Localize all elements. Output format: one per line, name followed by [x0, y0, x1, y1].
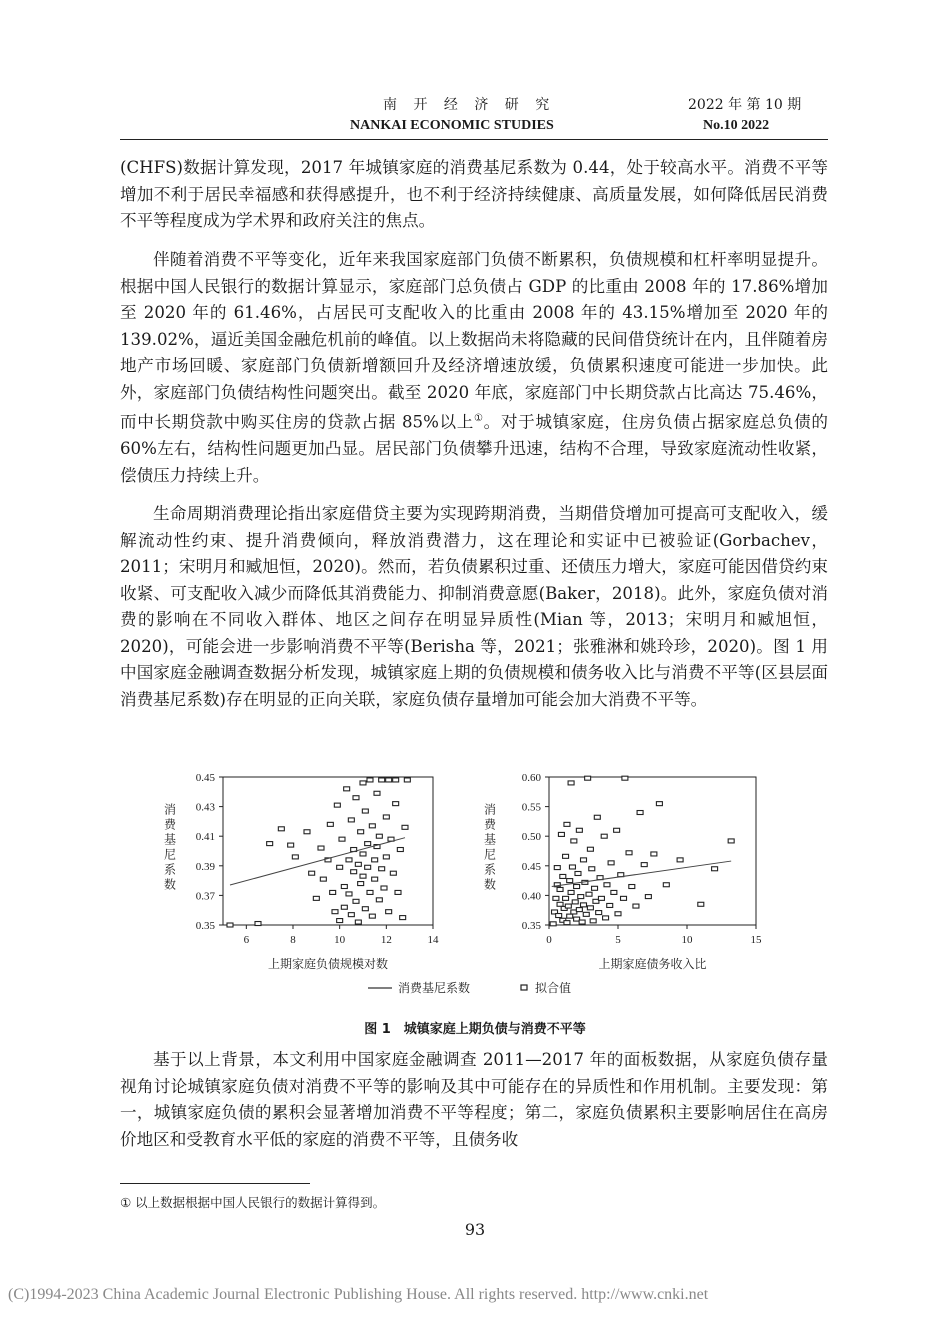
data-point	[374, 791, 380, 795]
footnote: ① 以上数据根据中国人民银行的数据计算得到。	[120, 1195, 386, 1210]
data-point	[569, 865, 575, 869]
paragraph-2-text-b: 。对于城镇家庭，住房负债占据家庭总负债的 60%左右，结构性问题更加凸显。居民部门负债攀升迅速，结构不合理，导致家庭流动性收紧，偿债压力持续上升。	[120, 412, 828, 485]
x-tick-label: 10	[681, 934, 693, 946]
data-point	[592, 886, 598, 890]
data-point	[728, 839, 734, 843]
chart-left	[164, 772, 439, 971]
data-point	[330, 890, 336, 894]
data-point	[227, 923, 233, 927]
data-point	[581, 858, 587, 862]
running-header-journal-cn: 南 开 经 济 研 究	[383, 97, 556, 113]
data-point	[645, 895, 651, 899]
data-point	[586, 892, 592, 896]
data-point	[393, 778, 399, 782]
page-number: 93	[464, 1220, 486, 1239]
data-point	[346, 858, 352, 862]
data-point	[637, 811, 643, 815]
y-axis-label-char: 尼	[163, 847, 177, 862]
data-point	[581, 903, 587, 907]
legend-marker-label: 拟合值	[535, 981, 572, 995]
data-point	[334, 803, 340, 807]
data-point	[355, 920, 361, 924]
data-point	[397, 848, 403, 852]
x-axis-label: 上期家庭负债规模对数	[267, 957, 389, 971]
data-point	[288, 843, 294, 847]
y-tick-label: 0.35	[521, 920, 541, 932]
data-point	[355, 862, 361, 866]
running-header-issue-en: No.10 2022	[703, 118, 770, 133]
data-point	[351, 870, 357, 874]
data-point	[587, 847, 593, 851]
y-axis-label-char: 系	[163, 862, 177, 877]
x-tick-label: 8	[290, 934, 296, 946]
data-point	[565, 904, 571, 908]
data-point	[365, 842, 371, 846]
data-point	[383, 855, 389, 859]
legend-marker-swatch	[521, 985, 527, 990]
header-rule	[120, 139, 828, 140]
data-point	[367, 890, 373, 894]
data-point	[376, 834, 382, 838]
y-axis-label-char: 费	[163, 817, 177, 832]
data-point	[622, 776, 628, 780]
data-point	[576, 908, 582, 912]
paragraph-4: 基于以上背景，本文利用中国家庭金融调查 2011—2017 年的面板数据，从家庭负债存量视角讨论城镇家庭负债对消费不平等的影响及其中可能存在的异质性和作用机制。主要发现：第一，城镇家庭负债的累积会显著增加消费不平等程度；第二，家庭负债累积主要影响居住在高房价地区和受教育水平低的家庭的消费不平等，且债务收	[120, 1050, 828, 1149]
data-point	[386, 910, 392, 914]
running-header-issue-cn: 2022 年 第 10 期	[688, 97, 802, 113]
data-point	[560, 874, 566, 878]
y-tick-label: 0.50	[521, 831, 541, 844]
data-point	[353, 899, 359, 903]
x-tick-label: 15	[750, 934, 762, 946]
x-tick-label: 10	[334, 934, 346, 946]
data-point	[327, 822, 333, 826]
data-point	[358, 830, 364, 834]
data-point	[278, 827, 284, 831]
data-point	[641, 863, 647, 867]
figure-1-svg	[160, 760, 780, 1000]
data-point	[557, 887, 563, 891]
data-point	[598, 896, 604, 900]
data-point	[313, 896, 319, 900]
data-point	[360, 781, 366, 785]
y-tick-label: 0.55	[521, 801, 541, 814]
data-point	[556, 914, 562, 918]
data-point	[404, 778, 410, 782]
data-point	[604, 883, 610, 887]
data-point	[362, 809, 368, 813]
data-point	[379, 867, 385, 871]
data-point	[564, 921, 570, 925]
y-tick-label: 0.43	[195, 801, 215, 814]
data-point	[578, 895, 584, 899]
data-point	[633, 904, 639, 908]
y-tick-label: 0.45	[195, 772, 215, 784]
paragraph-3: 生命周期消费理论指出家庭借贷主要为实现跨期消费，当期借贷增加可提高可支配收入，缓解流动性约束、提升消费倾向，释放消费潜力，这在理论和实证中已被验证(Gorbachev，2011；宋明月和臧旭恒，2020)。然而，若负债累积过重、还债压力增大，家庭可能因借贷约束收紧、可支配收入减少而降低其消费能力、抑制消费意愿(Baker，2018)。此外，家庭负债对消费的影响在不同收入群体、地区之间存在明显异质性(Mian 等，2013；宋明月和臧旭恒，2020)，可能会进一步影响消费不平等(Berisha 等，2021；张雅淋和姚玲珍，2020)。图 1 用中国家庭金融调查数据分析发现，城镇家庭上期的负债规模和债务收入比与消费不平等(区县层面消费基尼系数)存在明显的正向关联，家庭负债存量增加可能会加大消费不平等。	[120, 504, 828, 709]
data-point	[553, 896, 559, 900]
data-point	[379, 778, 385, 782]
data-point	[651, 852, 657, 856]
paragraph-2	[120, 247, 828, 489]
data-point	[590, 919, 596, 923]
figure-1	[160, 760, 780, 1000]
chart-right	[484, 772, 762, 971]
y-axis-label-char: 基	[483, 832, 497, 847]
y-axis-label-char: 尼	[483, 847, 497, 862]
data-point	[369, 914, 375, 918]
copyright-notice: (C)1994-2023 China Academic Journal Electronic Publishing House. All rights reserved. http://www.cnki.net	[8, 1286, 709, 1303]
y-axis-label-char: 消	[163, 802, 177, 817]
y-tick-label: 0.45	[521, 860, 541, 873]
y-tick-label: 0.60	[521, 772, 541, 784]
data-point	[332, 910, 338, 914]
data-point	[698, 902, 704, 906]
data-point	[608, 861, 614, 865]
data-point	[557, 902, 563, 906]
data-point	[320, 877, 326, 881]
data-point	[585, 776, 591, 780]
data-point	[567, 879, 573, 883]
paragraph-1: (CHFS)数据计算发现，2017 年城镇家庭的消费基尼系数为 0.44，处于较高水平。消费不平等增加不利于居民幸福感和获得感提升，也不利于经济持续健康、高质量发展，如何降低居民消费不平等程度成为学术界和政府关注的焦点。	[120, 158, 828, 230]
data-point	[596, 911, 602, 915]
data-point	[360, 874, 366, 878]
data-point	[563, 854, 569, 858]
data-point	[574, 885, 580, 889]
data-point	[614, 828, 620, 832]
data-point	[365, 865, 371, 869]
y-tick-label: 0.35	[195, 920, 215, 932]
x-tick-label: 14	[427, 934, 439, 946]
y-axis-label-char: 消	[483, 802, 497, 817]
data-point	[611, 890, 617, 894]
y-axis-label-char: 数	[163, 877, 177, 892]
data-point	[393, 802, 399, 806]
data-point	[400, 916, 406, 920]
y-axis-label-char: 数	[483, 877, 497, 892]
paragraph-2-text-a: 伴随着消费不平等变化，近年来我国家庭部门负债不断累积，负债规模和杠杆率明显提升。根据中国人民银行的数据计算显示，家庭部门总负债占 GDP 的比重由 2008 年的 17.86%增加至 2020 年的 61.46%，占居民可支配收入的比重由 2008 年的 43.15%增加至 2020 年的 139.02%，逼近美国金融危机前的峰值。以上数据尚未将隐藏的民间借贷统计在内，且伴随着房地产市场回暖、家庭部门负债新增额回升及经济增速放缓，负债累积速度可能进一步加快。此外，家庭部门负债结构性问题突出。截至 2020 年底，家庭部门中长期贷款占比高达 75.46%，而中长期贷款中购买住房的贷款占据 85%以上	[120, 250, 828, 432]
data-point	[677, 858, 683, 862]
data-point	[607, 903, 613, 907]
data-point	[402, 825, 408, 829]
data-point	[575, 871, 581, 875]
data-point	[629, 885, 635, 889]
legend-line-label: 消费基尼系数	[398, 981, 471, 995]
y-axis-label-char: 费	[483, 817, 497, 832]
data-point	[255, 922, 261, 926]
data-point	[579, 920, 585, 924]
data-point	[339, 837, 345, 841]
x-axis-label: 上期家庭债务收入比	[598, 957, 707, 971]
data-point	[346, 892, 352, 896]
fit-line	[230, 838, 405, 885]
data-point	[360, 852, 366, 856]
data-point	[390, 871, 396, 875]
data-point	[292, 855, 298, 859]
data-point	[344, 787, 350, 791]
x-tick-label: 12	[380, 934, 392, 946]
x-tick-label: 5	[615, 934, 621, 946]
data-point	[386, 778, 392, 782]
y-tick-label: 0.40	[521, 890, 541, 903]
data-point	[621, 896, 627, 900]
data-point	[309, 871, 315, 875]
data-point	[568, 890, 574, 894]
footnote-rule	[120, 1183, 310, 1184]
data-point	[372, 858, 378, 862]
x-tick-label: 6	[243, 934, 250, 946]
data-point	[564, 822, 570, 826]
data-point	[558, 832, 564, 836]
data-point	[554, 866, 560, 870]
data-point	[568, 781, 574, 785]
data-point	[381, 886, 387, 890]
data-point	[572, 900, 578, 904]
data-point	[337, 865, 343, 869]
data-point	[348, 818, 354, 822]
y-tick-label: 0.39	[195, 860, 215, 873]
figure-caption: 图 1 城镇家庭上期负债与消费不平等	[364, 1022, 586, 1037]
data-point	[571, 839, 577, 843]
data-point	[267, 842, 273, 846]
data-point	[626, 851, 632, 855]
y-tick-label: 0.37	[195, 890, 215, 903]
data-point	[304, 830, 310, 834]
data-point	[348, 913, 354, 917]
data-point	[341, 885, 347, 889]
data-point	[656, 802, 662, 806]
data-point	[712, 867, 718, 871]
y-tick-label: 0.41	[195, 831, 215, 844]
data-point	[663, 883, 669, 887]
figure-legend	[368, 980, 571, 995]
data-point	[318, 846, 324, 850]
data-point	[369, 824, 375, 828]
data-point	[383, 815, 389, 819]
data-point	[337, 919, 343, 923]
running-header-journal-en: NANKAI ECONOMIC STUDIES	[350, 118, 554, 133]
data-point	[395, 890, 401, 894]
data-point	[603, 916, 609, 920]
footnote-marker[interactable]: ①	[474, 413, 484, 424]
data-point	[367, 778, 373, 782]
data-point	[563, 896, 569, 900]
data-point	[358, 882, 364, 886]
y-axis-label-char: 系	[483, 862, 497, 877]
data-point	[601, 834, 607, 838]
y-axis-label-char: 基	[163, 832, 177, 847]
x-tick-label: 0	[546, 934, 552, 946]
data-point	[594, 815, 600, 819]
data-point	[576, 828, 582, 832]
data-point	[376, 898, 382, 902]
data-point	[372, 877, 378, 881]
data-point	[353, 796, 359, 800]
data-point	[362, 907, 368, 911]
data-point	[587, 906, 593, 910]
data-point	[583, 912, 589, 916]
data-point	[589, 867, 595, 871]
data-point	[550, 922, 556, 926]
data-point	[341, 905, 347, 909]
data-point	[615, 912, 621, 916]
data-point	[567, 914, 573, 918]
